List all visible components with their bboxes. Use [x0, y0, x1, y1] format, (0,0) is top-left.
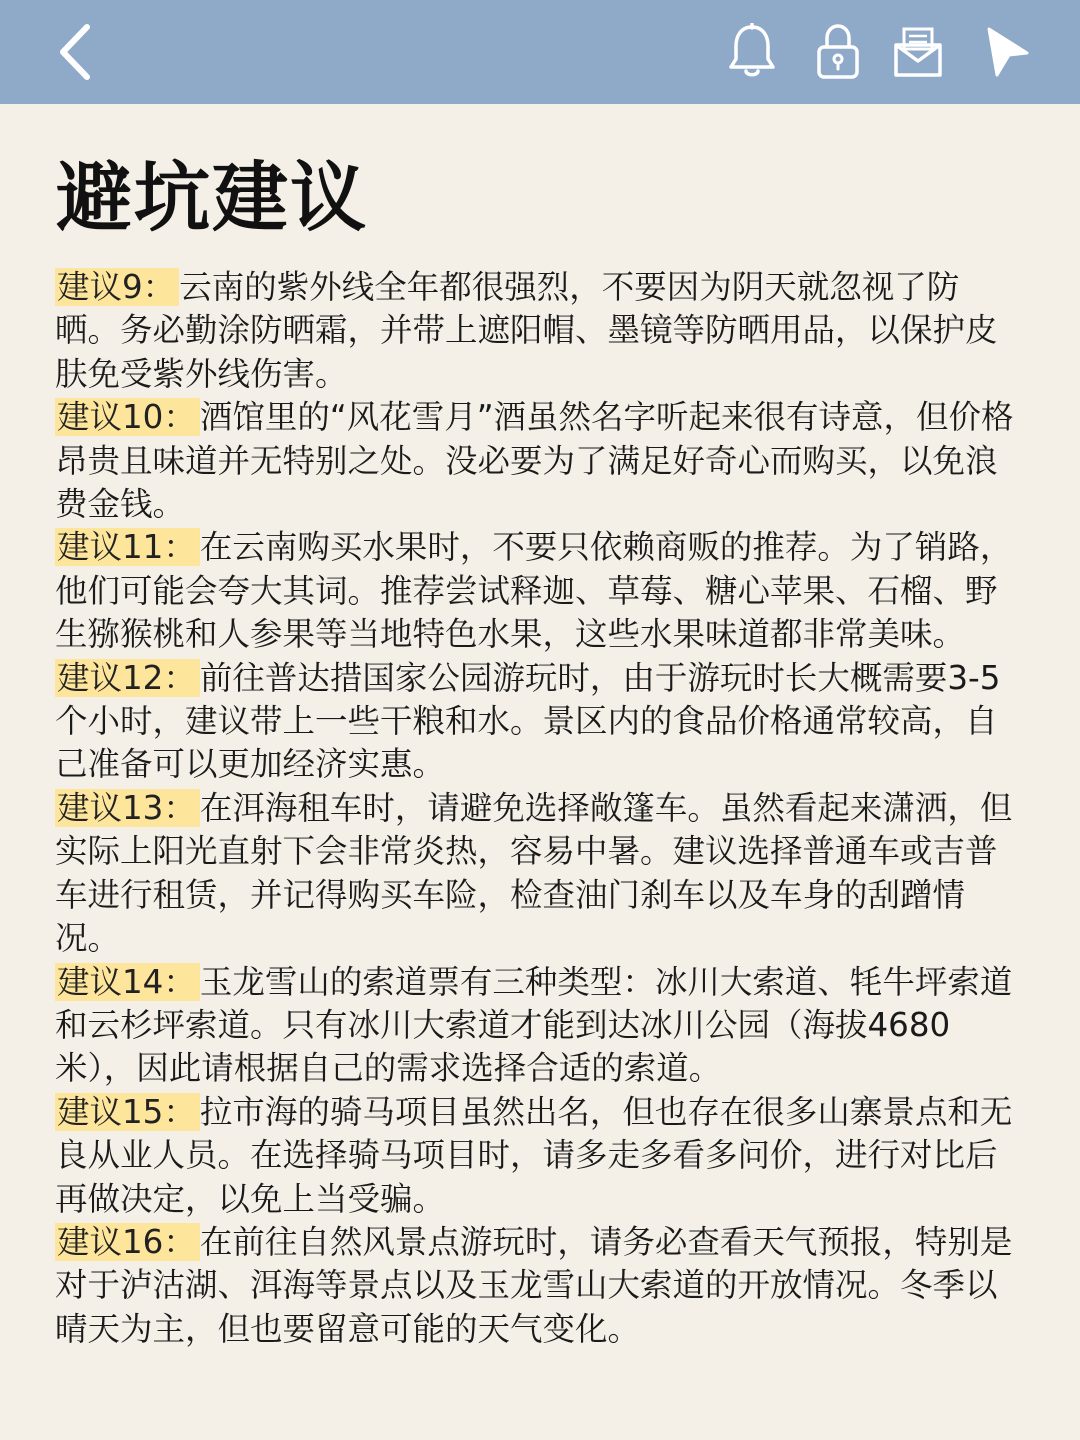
- tips-list: [55, 266, 1015, 1351]
- tip-label: 建议11：: [55, 528, 200, 566]
- tip-text: 在洱海租车时，请避免选择敞篷车。虽然看起来潇洒，但实际上阳光直射下会非常炎热，容易中暑。建议选择普通车或吉普车进行租赁，并记得购买车险，检查油门刹车以及车身的刮蹭情况。: [55, 788, 1013, 958]
- tip-label: 建议13：: [55, 789, 200, 827]
- top-bar: [0, 0, 1080, 104]
- tip-item: [55, 1221, 1015, 1351]
- tip-item: [55, 266, 1015, 396]
- tip-item: [55, 526, 1015, 656]
- notification-button[interactable]: [722, 22, 782, 82]
- page-title: 避坑建议: [56, 153, 368, 242]
- lock-icon: [815, 23, 861, 81]
- tip-label: 建议10：: [55, 398, 200, 436]
- tip-label: 建议14：: [55, 963, 200, 1001]
- tip-item: [55, 657, 1015, 787]
- tip-label: 建议12：: [55, 659, 200, 697]
- tip-text: 拉市海的骑马项目虽然出名，但也存在很多山寨景点和无良从业人员。在选择骑马项目时，请多走多看多问价，进行对比后再做决定，以免上当受骗。: [55, 1092, 1013, 1218]
- tip-item: [55, 787, 1015, 961]
- tip-label: 建议16：: [55, 1223, 200, 1261]
- tip-item: [55, 961, 1015, 1091]
- tip-text: 在前往自然风景点游玩时，请务必查看天气预报，特别是对于泸沽湖、洱海等景点以及玉龙雪山大索道的开放情况。冬季以晴天为主，但也要留意可能的天气变化。: [55, 1222, 1013, 1348]
- tip-label: 建议9：: [55, 268, 179, 306]
- mail-icon: [892, 25, 944, 79]
- send-icon: [981, 25, 1031, 79]
- tip-text: 玉龙雪山的索道票有三种类型：冰川大索道、牦牛坪索道和云杉坪索道。只有冰川大索道才能到达冰川公园（海拔4680米），因此请根据自己的需求选择合适的索道。: [55, 962, 1013, 1088]
- back-button[interactable]: [40, 14, 110, 90]
- tip-text: 前往普达措国家公园游玩时，由于游玩时长大概需要3-5个小时，建议带上一些干粮和水。景区内的食品价格通常较高，自己准备可以更加经济实惠。: [55, 658, 1001, 784]
- tip-item: [55, 396, 1015, 526]
- chevron-left-icon: [55, 22, 95, 82]
- tip-text: 在云南购买水果时，不要只依赖商贩的推荐。为了销路，他们可能会夸大其词。推荐尝试释迦、草莓、糖心苹果、石榴、野生猕猴桃和人参果等当地特色水果，这些水果味道都非常美味。: [55, 528, 1013, 654]
- send-button[interactable]: [976, 22, 1036, 82]
- lock-button[interactable]: [808, 22, 868, 82]
- mail-button[interactable]: [888, 22, 948, 82]
- tip-text: 云南的紫外线全年都很强烈，不要因为阴天就忽视了防晒。务必勤涂防晒霜，并带上遮阳帽、墨镜等防晒用品，以保护皮肤免受紫外线伤害。: [55, 268, 998, 393]
- tip-label: 建议15：: [55, 1093, 200, 1131]
- bell-icon: [727, 23, 777, 81]
- tip-item: [55, 1091, 1015, 1221]
- tip-text: 酒馆里的“风花雪月”酒虽然名字听起来很有诗意，但价格昂贵且味道并无特别之处。没必要为了满足好奇心而购买，以免浪费金钱。: [55, 398, 1014, 524]
